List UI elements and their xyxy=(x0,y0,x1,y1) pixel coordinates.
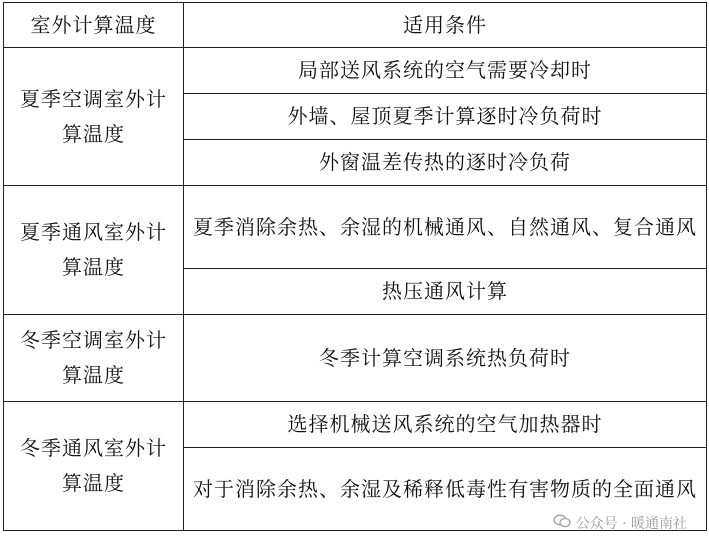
table-row xyxy=(4,402,707,448)
condition-cell: 外墙、屋顶夏季计算逐时冷负荷时 xyxy=(184,94,707,140)
summer-ac-temperature-cell: 夏季空调室外计算温度 xyxy=(4,48,184,186)
table-header-row xyxy=(4,3,707,48)
condition-cell: 热压通风计算 xyxy=(184,269,707,315)
winter-ventilation-temperature-cell: 冬季通风室外计算温度 xyxy=(4,402,184,531)
winter-ac-temperature-cell: 冬季空调室外计算温度 xyxy=(4,315,184,402)
wechat-icon xyxy=(553,514,571,532)
condition-cell: 选择机械送风系统的空气加热器时 xyxy=(184,402,707,448)
header-outdoor-temperature: 室外计算温度 xyxy=(4,3,184,48)
header-applicable-conditions: 适用条件 xyxy=(184,3,707,48)
table-row xyxy=(4,186,707,269)
temperature-conditions-table xyxy=(3,2,707,531)
table-row xyxy=(4,315,707,402)
condition-cell: 夏季消除余热、余湿的机械通风、自然通风、复合通风 xyxy=(184,186,707,269)
condition-cell: 对于消除余热、余湿及稀释低毒性有害物质的全面通风 xyxy=(184,448,707,531)
condition-cell: 外窗温差传热的逐时冷负荷 xyxy=(184,140,707,186)
watermark xyxy=(553,513,687,533)
table-row xyxy=(4,48,707,94)
watermark-text: 公众号 · 暖通南社 xyxy=(575,516,687,532)
condition-cell: 局部送风系统的空气需要冷却时 xyxy=(184,48,707,94)
condition-cell: 冬季计算空调系统热负荷时 xyxy=(184,315,707,402)
summer-ventilation-temperature-cell: 夏季通风室外计算温度 xyxy=(4,186,184,315)
